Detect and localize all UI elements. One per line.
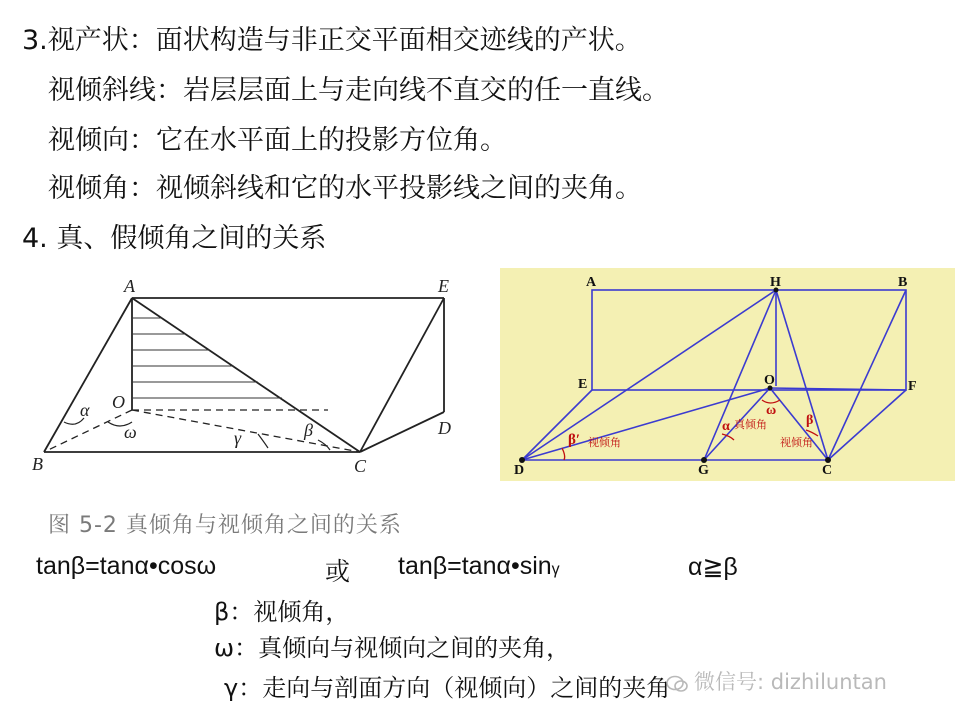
right-label-G: G xyxy=(698,463,709,478)
right-label-O: O xyxy=(764,373,775,388)
left-label-A: A xyxy=(124,276,135,296)
right-label-apparent-dip-1: 视倾角 xyxy=(588,437,621,449)
figure-left-block-diagram xyxy=(28,272,468,492)
text-line-apparent-dip-angle: 视倾角：视倾斜线和它的水平投影线之间的夹角。 xyxy=(48,173,642,204)
right-label-H: H xyxy=(770,275,781,290)
left-label-alpha: α xyxy=(80,400,90,420)
left-label-E: E xyxy=(438,276,449,296)
right-label-D: D xyxy=(514,463,525,478)
formula-alpha-ge-beta: α≧β xyxy=(688,553,738,581)
left-label-omega: ω xyxy=(124,422,137,442)
right-label-E: E xyxy=(578,377,588,392)
right-label-beta: β xyxy=(806,413,814,428)
left-label-gamma: γ xyxy=(234,428,242,448)
text-line-apparent-attitude: 3.视产状：面状构造与非正交平面相交迹线的产状。 xyxy=(22,25,642,56)
definition-gamma: γ：走向与剖面方向（视倾向）之间的夹角 xyxy=(224,674,671,702)
right-label-alpha: α xyxy=(722,419,730,434)
formula-sin-gamma xyxy=(398,552,560,581)
formula-or: 或 xyxy=(325,558,351,586)
left-label-C: C xyxy=(354,456,367,476)
figure-caption: 图 5-2 真倾角与视倾角之间的关系 xyxy=(48,513,402,538)
right-label-C: C xyxy=(822,463,833,478)
definition-omega: ω：真倾向与视倾向之间的夹角， xyxy=(214,634,571,662)
right-label-apparent-dip-2: 视倾角 xyxy=(780,437,813,449)
left-label-B: B xyxy=(32,454,43,474)
left-label-O: O xyxy=(112,392,125,412)
wechat-icon xyxy=(666,674,688,692)
right-label-true-dip: 真倾角 xyxy=(734,419,767,431)
left-label-D: D xyxy=(438,418,451,438)
left-label-beta: β xyxy=(304,420,313,440)
definition-beta: β：视倾角， xyxy=(214,598,350,626)
formula-sin-gamma-subscript: γ xyxy=(551,561,560,578)
text-line-apparent-dip-line: 视倾斜线：岩层层面上与走向线不直交的任一直线。 xyxy=(48,75,669,106)
right-label-A: A xyxy=(586,275,597,290)
wechat-watermark xyxy=(666,666,887,696)
text-line-apparent-dip-direction: 视倾向：它在水平面上的投影方位角。 xyxy=(48,125,507,156)
formula-cos-omega: tanβ=tanα•cosω xyxy=(36,552,217,580)
formula-sin-gamma-main: tanβ=tanα•sin xyxy=(398,552,552,580)
section-heading-dip-relationship: 4. 真、假倾角之间的关系 xyxy=(22,223,327,254)
figure-right-colored-diagram xyxy=(500,268,955,481)
right-label-B: B xyxy=(898,275,908,290)
right-label-F: F xyxy=(908,379,917,394)
right-label-omega: ω xyxy=(766,403,777,418)
watermark-text: 微信号: dizhiluntan xyxy=(694,670,887,694)
right-label-beta-prime: β′ xyxy=(568,432,581,448)
